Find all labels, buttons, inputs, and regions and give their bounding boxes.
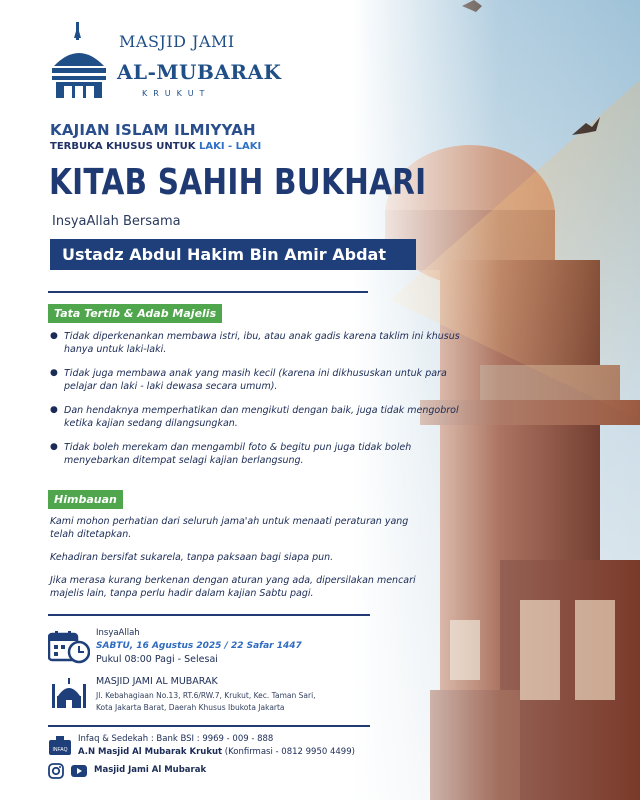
appeal-paragraph: Kehadiran bersifat sukarela, tanpa paksaan bagi siapa pun. [50, 552, 334, 563]
infaq-account-name: A.N Masjid Al Mubarak Krukut [78, 747, 223, 757]
schedule-time: Pukul 08:00 Pagi - Selesai [96, 654, 218, 665]
rules-section-title [48, 304, 222, 323]
infaq-confirmation: (Konfirmasi - 0812 9950 4499) [222, 747, 355, 757]
infaq-account [78, 747, 355, 757]
list-item: ● Tidak boleh merekam dan mengambil foto & begitu pun juga tidak boleh menyebarkan ditempat selagi kajian berlangsung. [50, 441, 460, 467]
schedule-insya: InsyaAllah [96, 628, 140, 638]
appeal-paragraph: Kami mohon perhatian dari seluruh jama'ah untuk menaati peraturan yang telah ditetapkan. [50, 516, 409, 540]
location-address-2: Kota Jakarta Barat, Daerah Khusus Ibukota Jakarta [96, 703, 285, 712]
list-item: ● Tidak juga membawa anak yang masih kecil (karena ini dikhususkan untuk para pelajar dan laki - laki dewasa secara umum). [50, 367, 460, 393]
rules-section-label: Tata Tertib & Adab Majelis [54, 307, 217, 320]
divider [48, 725, 370, 727]
youtube-icon[interactable] [70, 763, 88, 779]
speaker-banner [50, 239, 416, 270]
event-series-title: KAJIAN ISLAM ILMIYYAH [50, 121, 256, 139]
donation-box-icon [48, 734, 72, 756]
audience-note [50, 141, 261, 152]
infaq-info [78, 734, 355, 757]
mosque-icon [48, 676, 90, 710]
logo-title: MASJID JAMI [119, 32, 235, 51]
appeal-text [50, 515, 430, 610]
appeal-section-label: Himbauan [54, 493, 117, 506]
list-item: ● Dan hendaknya memperhatikan dan mengikuti dengan baik, juga tidak mengobrol ketika kajian sedang dilangsungkan. [50, 404, 460, 430]
appeal-paragraph: Jika merasa kurang berkenan dengan aturan yang ada, dipersilakan mencari majelis lain, tanpa perlu hadir dalam kajian Sabtu pagi. [50, 575, 416, 599]
donation-box-label: INFAQ [52, 747, 68, 753]
rules-list [50, 330, 460, 478]
with-label: InsyaAllah Bersama [52, 214, 181, 229]
location-name: MASJID JAMI AL MUBARAK [96, 676, 218, 687]
divider [48, 291, 368, 293]
speaker-name: Ustadz Abdul Hakim Bin Amir Abdat [62, 245, 386, 264]
location-address-1: Jl. Kebahagiaan No.13, RT.6/RW.7, Krukut, Kec. Taman Sari, [96, 691, 316, 700]
schedule-date: SABTU, 16 Agustus 2025 / 22 Safar 1447 [96, 641, 302, 651]
appeal-section-title [48, 490, 123, 509]
instagram-icon[interactable] [48, 763, 64, 779]
infaq-bank: Infaq & Sedekah : Bank BSI : 9969 - 009 - 888 [78, 734, 274, 744]
location-info [96, 676, 316, 714]
social-handle: Masjid Jami Al Mubarak [94, 765, 207, 775]
audience-prefix: TERBUKA KHUSUS UNTUK [50, 141, 196, 152]
audience-highlight: LAKI - LAKI [198, 141, 262, 152]
mosque-logo-icon [48, 22, 110, 102]
list-item: ● Tidak diperkenankan membawa istri, ibu, atau anak gadis karena taklim ini khusus hanya untuk laki-laki. [50, 330, 460, 356]
calendar-clock-icon [48, 630, 90, 664]
schedule-info [96, 628, 302, 665]
logo-subtitle: KRUKUT [142, 89, 211, 98]
logo-name: AL-MUBARAK [117, 60, 282, 84]
book-title: KITAB SAHIH BUKHARI [49, 162, 427, 203]
divider [48, 614, 370, 616]
